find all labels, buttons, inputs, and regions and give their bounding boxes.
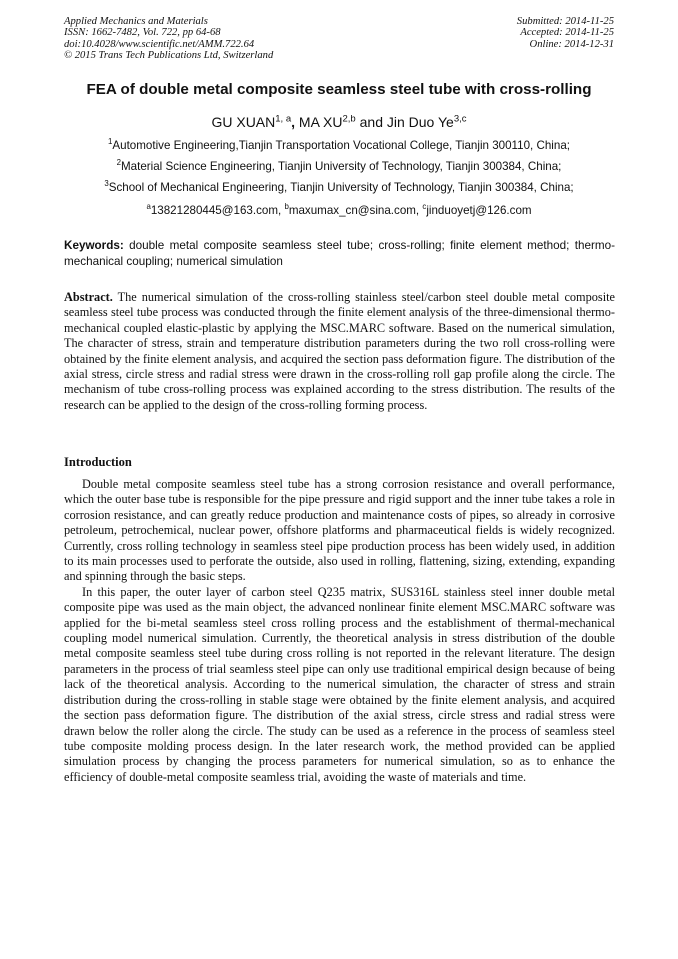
section-heading: Introduction [64,455,132,469]
keywords-text: double metal composite seamless steel tube; cross-rolling; finite element method; thermo-mechanical coupling; numerical simulation [64,239,615,268]
author-affil-mark: 2,b [342,113,356,125]
submitted-date: Submitted: 2014-11-25 [516,16,614,27]
keywords [64,238,615,269]
author-affil-mark: 1, a [275,113,292,125]
introduction-body [64,477,615,785]
accepted-date: Accepted: 2014-11-25 [520,27,614,39]
abstract [64,290,615,413]
author-line [40,114,638,130]
affiliation-text: Material Science Engineering, Tianjin University of Technology, Tianjin 300384, China; [121,160,562,173]
email-address: 13821280445@163.com, [150,204,285,217]
paragraph: Double metal composite seamless steel tube has a strong corrosion resistance and overall performance, which the outer base tube is responsible for the pipe pressure and rigid support and the inner tube takes a role in corrosion resistance, and can greatly reduce production and maintenance costs of pipes, so already in corrosive petroleum, petrochemical, nuclear power, offshore platforms and pharmaceutical fields is widely recognized. Currently, cross rolling technology in seamless steel pipe production process has been widely used, in addition to its main processes used to perforate the outside, also used in rolling, flattening, sizing, extending, expanding and spinning through the basic steps. [64,477,615,584]
email-address: maxumax_cn@sina.com, [288,204,423,217]
email-line [40,204,638,217]
abstract-label: Abstract. [64,290,113,304]
journal-name: Applied Mechanics and Materials [64,16,208,27]
paragraph: In this paper, the outer layer of carbon steel Q235 matrix, SUS316L stainless steel inner double metal composite pipe was used as the main object, the advanced nonlinear finite element MSC.MARC software was applied for the bi-metal seamless steel cross rolling process and the establishment of thermal-mechanical coupling model numerical simulation. Currently, the theoretical analysis in stress distribution of the double metal composite seamless steel tube during cross rolling is not reported in the relevant literature. The design parameters in the process of trial seamless steel pipe can only use traditional empirical design because of being lack of the theoretical analysis. According to the numerical simulation, the character of stress and strain distribution during the cross-rolling in stable stage were obtained by the finite element analysis, and acquired the section pass deformation figure. The distribution of the axial stress, circle stress and radial stress were drawn below the roller along the circle. The study can be used as a reference in the process of seamless steel tube composite molding process design. In the later research work, the method provided can be applied simulation process by changing the process parameters for numerical simulation, so as to enhance the efficiency of double-metal composite seamless trial, avoiding the waste of materials and time. [64,584,615,784]
affiliation [40,181,638,194]
email-mark: a [146,202,151,212]
author-name: MA XU [298,114,343,130]
keywords-label: Keywords: [64,239,124,252]
dates-header [517,16,614,50]
author-name: Jin Duo Ye [386,114,454,130]
copyright-line: © 2015 Trans Tech Publications Ltd, Switzerland [64,50,274,62]
issn-line: ISSN: 1662-7482, Vol. 722, pp 64-68 [64,27,221,39]
author-separator: , [291,114,299,130]
abstract-text: The numerical simulation of the cross-rolling stainless steel/carbon steel double metal composite seamless steel tube process was conducted through the finite element analysis of the three-dimensional thermo-mechanical coupled elastic-plastic by applying the MSC.MARC software. Based on the numerical simulation, The character of stress, strain and temperature distribution parameters during the two roll cross-rolling were obtained by the finite element analysis, and acquired the section pass deformation figure. The distribution of the axial stress, circle stress and radial stress were drawn in the cross-rolling roll gap profile along the circle. The mechanism of tube cross-rolling process was explained according to the stress distribution. The results of the research can be applied to the design of the cross-rolling forming process. [64,290,615,412]
email-mark: c [422,202,427,212]
doi-line: doi:10.4028/www.scientific.net/AMM.722.64 [64,38,255,50]
affiliation-text: School of Mechanical Engineering, Tianjin University of Technology, Tianjin 300384, China; [108,181,574,194]
online-date: Online: 2014-12-31 [529,38,614,50]
affiliation-text: Automotive Engineering,Tianjin Transportation Vocational College, Tianjin 300110, China; [112,139,570,152]
author-affil-mark: 3,c [453,113,467,125]
affiliation-mark: 2 [116,158,121,168]
affiliation-mark: 1 [108,137,113,147]
affiliation [40,139,638,152]
journal-header [64,16,273,62]
affiliation [40,160,638,173]
email-mark: b [284,202,289,212]
author-name: GU XUAN [211,114,276,130]
paper-title: FEA of double metal composite seamless steel tube with cross-rolling [86,81,592,98]
email-address: jinduoyetj@126.com [426,204,532,217]
author-separator: and [355,114,387,130]
affiliation-mark: 3 [104,179,109,189]
